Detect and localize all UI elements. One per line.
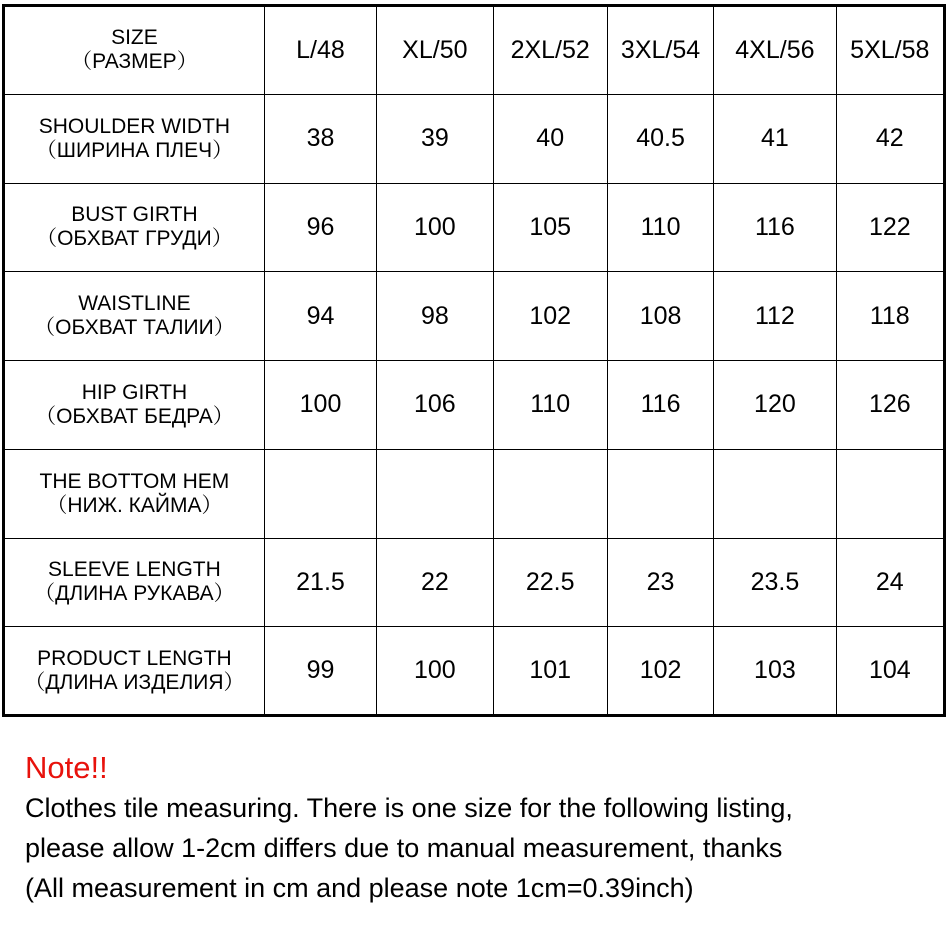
measurement-label-ru: （НИЖ. КАЙМА） <box>46 493 223 517</box>
measurement-label-en: THE BOTTOM HEM <box>39 469 230 493</box>
measurement-value: 126 <box>836 361 944 450</box>
size-chart-table <box>2 4 946 717</box>
size-header-cell: 2XL/52 <box>493 6 607 95</box>
measurement-value: 100 <box>377 183 493 272</box>
measurement-row <box>4 361 945 450</box>
measurement-value <box>377 449 493 538</box>
measurement-row <box>4 449 945 538</box>
measurement-label-ru: （ОБХВАТ БЕДРА） <box>35 404 234 428</box>
measurement-label <box>4 627 265 716</box>
measurement-value: 96 <box>264 183 376 272</box>
measurement-label-en: WAISTLINE <box>78 292 191 316</box>
measurement-label <box>4 94 265 183</box>
note-line: Clothes tile measuring. There is one size for the following listing, <box>25 793 793 823</box>
measurement-value <box>714 449 836 538</box>
measurement-value <box>836 449 944 538</box>
measurement-value: 23.5 <box>714 538 836 627</box>
measurement-row <box>4 627 945 716</box>
measurement-row <box>4 94 945 183</box>
measurement-label-ru: （ДЛИНА ИЗДЕЛИЯ） <box>24 670 245 694</box>
measurement-value: 23 <box>607 538 713 627</box>
measurement-value: 38 <box>264 94 376 183</box>
measurement-label-ru: （ОБХВАТ ГРУДИ） <box>36 227 233 251</box>
size-label-ru: （РАЗМЕР） <box>71 50 198 74</box>
measurement-value: 106 <box>377 361 493 450</box>
measurement-label <box>4 538 265 627</box>
measurement-value: 99 <box>264 627 376 716</box>
note-line: (All measurement in cm and please note 1cm=0.39inch) <box>25 873 694 903</box>
size-header-cell: XL/50 <box>377 6 493 95</box>
measurement-value: 100 <box>264 361 376 450</box>
size-header-label <box>4 6 265 95</box>
measurement-value: 94 <box>264 272 376 361</box>
measurement-value: 108 <box>607 272 713 361</box>
measurement-row <box>4 183 945 272</box>
measurement-value <box>493 449 607 538</box>
measurement-value: 40 <box>493 94 607 183</box>
measurement-value: 41 <box>714 94 836 183</box>
measurement-value: 103 <box>714 627 836 716</box>
measurement-value: 116 <box>607 361 713 450</box>
measurement-label <box>4 272 265 361</box>
measurement-value: 101 <box>493 627 607 716</box>
measurement-value: 102 <box>493 272 607 361</box>
measurement-value: 42 <box>836 94 944 183</box>
measurement-label <box>4 361 265 450</box>
measurement-value: 22.5 <box>493 538 607 627</box>
measurement-value <box>264 449 376 538</box>
measurement-value: 105 <box>493 183 607 272</box>
measurement-value: 39 <box>377 94 493 183</box>
measurement-value: 120 <box>714 361 836 450</box>
measurement-label-en: SLEEVE LENGTH <box>48 558 221 582</box>
measurement-value: 40.5 <box>607 94 713 183</box>
measurement-value: 118 <box>836 272 944 361</box>
note-line: please allow 1-2cm differs due to manual measurement, thanks <box>25 833 783 863</box>
size-header-cell: 3XL/54 <box>607 6 713 95</box>
measurement-row <box>4 272 945 361</box>
size-label-en: SIZE <box>111 26 158 50</box>
measurement-label <box>4 183 265 272</box>
size-header-cell: 4XL/56 <box>714 6 836 95</box>
measurement-value: 110 <box>607 183 713 272</box>
note-title: Note!! <box>25 750 108 785</box>
measurement-value: 21.5 <box>264 538 376 627</box>
measurement-row <box>4 538 945 627</box>
measurement-value: 116 <box>714 183 836 272</box>
size-header-cell: 5XL/58 <box>836 6 944 95</box>
measurement-label-en: HIP GIRTH <box>81 380 188 404</box>
size-header-cell: L/48 <box>264 6 376 95</box>
measurement-value: 104 <box>836 627 944 716</box>
measurement-label-en: PRODUCT LENGTH <box>37 646 232 670</box>
measurement-value: 98 <box>377 272 493 361</box>
measurement-label-en: BUST GIRTH <box>71 203 198 227</box>
measurement-value: 100 <box>377 627 493 716</box>
header-row <box>4 6 945 95</box>
measurement-label-en: SHOULDER WIDTH <box>38 114 231 138</box>
measurement-value <box>607 449 713 538</box>
measurement-value: 24 <box>836 538 944 627</box>
measurement-value: 122 <box>836 183 944 272</box>
measurement-value: 110 <box>493 361 607 450</box>
measurement-value: 112 <box>714 272 836 361</box>
note-section <box>25 748 793 908</box>
measurement-label-ru: （ШИРИНА ПЛЕЧ） <box>35 138 234 162</box>
measurement-label <box>4 449 265 538</box>
measurement-value: 102 <box>607 627 713 716</box>
measurement-label-ru: （ОБХВАТ ТАЛИИ） <box>34 316 235 340</box>
measurement-value: 22 <box>377 538 493 627</box>
measurement-label-ru: （ДЛИНА РУКАВА） <box>34 582 235 606</box>
